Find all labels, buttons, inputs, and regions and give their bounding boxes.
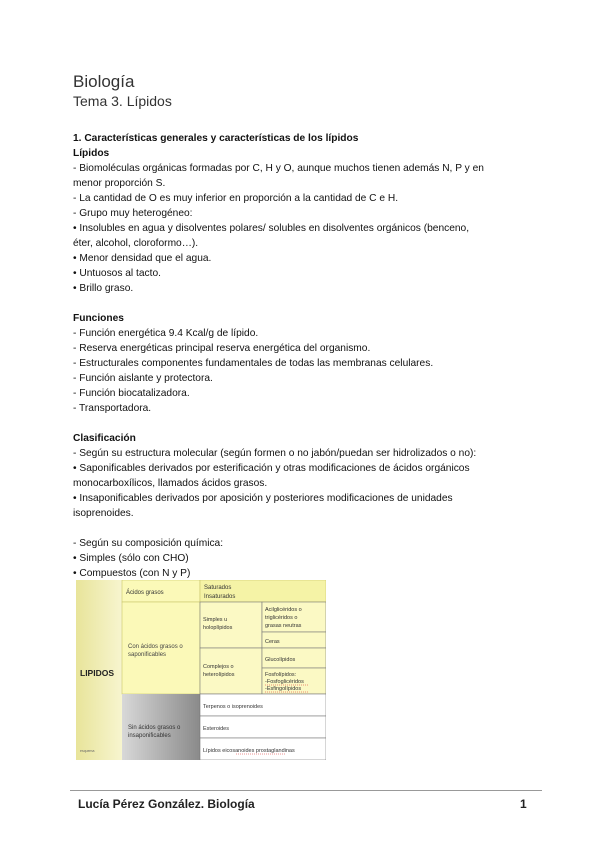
ag-type-insaturados: Insaturados — [204, 594, 236, 600]
line: - Según su estructura molecular (según formen o no jabón/puedan ser hidrolizados o no): — [73, 448, 477, 459]
acidos-grasos-label: Ácidos grasos — [126, 590, 164, 596]
doc-subtitle: Tema 3. Lípidos — [73, 93, 172, 109]
lipidos-subheading: Lípidos — [73, 148, 110, 159]
footer-divider — [70, 790, 542, 791]
complejos-cell — [200, 648, 262, 694]
simples-label-1: Simples u — [203, 617, 228, 623]
funciones-heading: Funciones — [73, 313, 124, 324]
line: éter, alcohol, cloroformo…). — [73, 238, 199, 249]
con-ag-label-1: Con ácidos grasos o — [128, 644, 183, 650]
line: isoprenoides. — [73, 508, 134, 519]
line: - Función energética 9.4 Kcal/g de lípido. — [73, 328, 259, 339]
line: - Según su composición química: — [73, 538, 224, 549]
line: • Insolubles en agua y disolventes polares/ solubles en disolventes orgánicos (benceno, — [73, 223, 470, 234]
lipid-classification-diagram — [76, 580, 326, 760]
line: • Saponificables derivados por esterificación y otras modificaciones de ácidos orgánicos — [73, 463, 470, 474]
eicosanoides-label: Lípidos eicosanoides prostaglandinas — [203, 748, 295, 754]
document-body — [73, 131, 543, 581]
fosfolipidos-label-2: -Fosfoglicéridos — [265, 679, 304, 685]
line: - Biomoléculas orgánicas formadas por C, H y O, aunque muchos tienen además N, P y en — [73, 163, 484, 174]
line: - Grupo muy heterogéneo: — [73, 208, 193, 219]
line: - Transportadora. — [73, 403, 152, 414]
line: • Insaponificables derivados por aposición y posteriores modificaciones de unidades — [73, 493, 453, 504]
sin-ag-label-1: Sin ácidos grasos o — [128, 725, 181, 731]
complejos-label-2: heterolípidos — [203, 672, 235, 678]
line: - La cantidad de O es muy inferior en proporción a la cantidad de C e H. — [73, 193, 399, 204]
con-ag-label-2: saponificables — [128, 652, 167, 658]
fosfolipidos-label-3: -Esfingolípidos — [265, 686, 302, 692]
footer-author: Lucía Pérez González. Biología — [78, 797, 255, 811]
line: menor proporción S. — [73, 178, 166, 189]
line: monocarboxílicos, llamados ácidos grasos. — [73, 478, 268, 489]
doc-title: Biología — [73, 72, 135, 91]
page-number: 1 — [520, 797, 527, 811]
sin-ag-label-2: insaponificables — [128, 733, 171, 739]
clasificacion-heading: Clasificación — [73, 433, 136, 444]
corner-mark: esquema — [80, 749, 95, 753]
line: • Brillo graso. — [73, 283, 134, 294]
line: • Menor densidad que el agua. — [73, 253, 212, 264]
line: - Función aislante y protectora. — [73, 373, 213, 384]
line: • Compuestos (con N y P) — [73, 568, 191, 579]
ceras-label: Ceras — [265, 639, 280, 645]
acil-label-3: grasas neutras — [265, 623, 302, 629]
line: • Simples (sólo con CHO) — [73, 553, 189, 564]
complejos-label-1: Complejos o — [203, 664, 234, 670]
line: - Reserva energéticas principal reserva energética del organismo. — [73, 343, 371, 354]
glucolipidos-label: Glucolípidos — [265, 657, 296, 663]
acil-label-2: triglicéridos o — [265, 615, 298, 621]
line: - Estructurales componentes fundamentales de todas las membranas celulares. — [73, 358, 434, 369]
line: - Función biocatalizadora. — [73, 388, 190, 399]
simples-label-2: holoplípidos — [203, 625, 233, 631]
line: • Untuosos al tacto. — [73, 268, 161, 279]
section-heading: 1. Características generales y características de los lípidos — [73, 133, 359, 144]
terpenos-label: Terpenos o isoprenoides — [203, 704, 263, 710]
acil-label-1: Acilglicéridos o — [265, 607, 302, 613]
fosfolipidos-label-1: Fosfolípidos: — [265, 672, 297, 678]
esteroides-label: Esteroides — [203, 726, 229, 732]
ag-type-saturados: Saturados — [204, 585, 232, 591]
root-label: LIPIDOS — [80, 668, 115, 678]
